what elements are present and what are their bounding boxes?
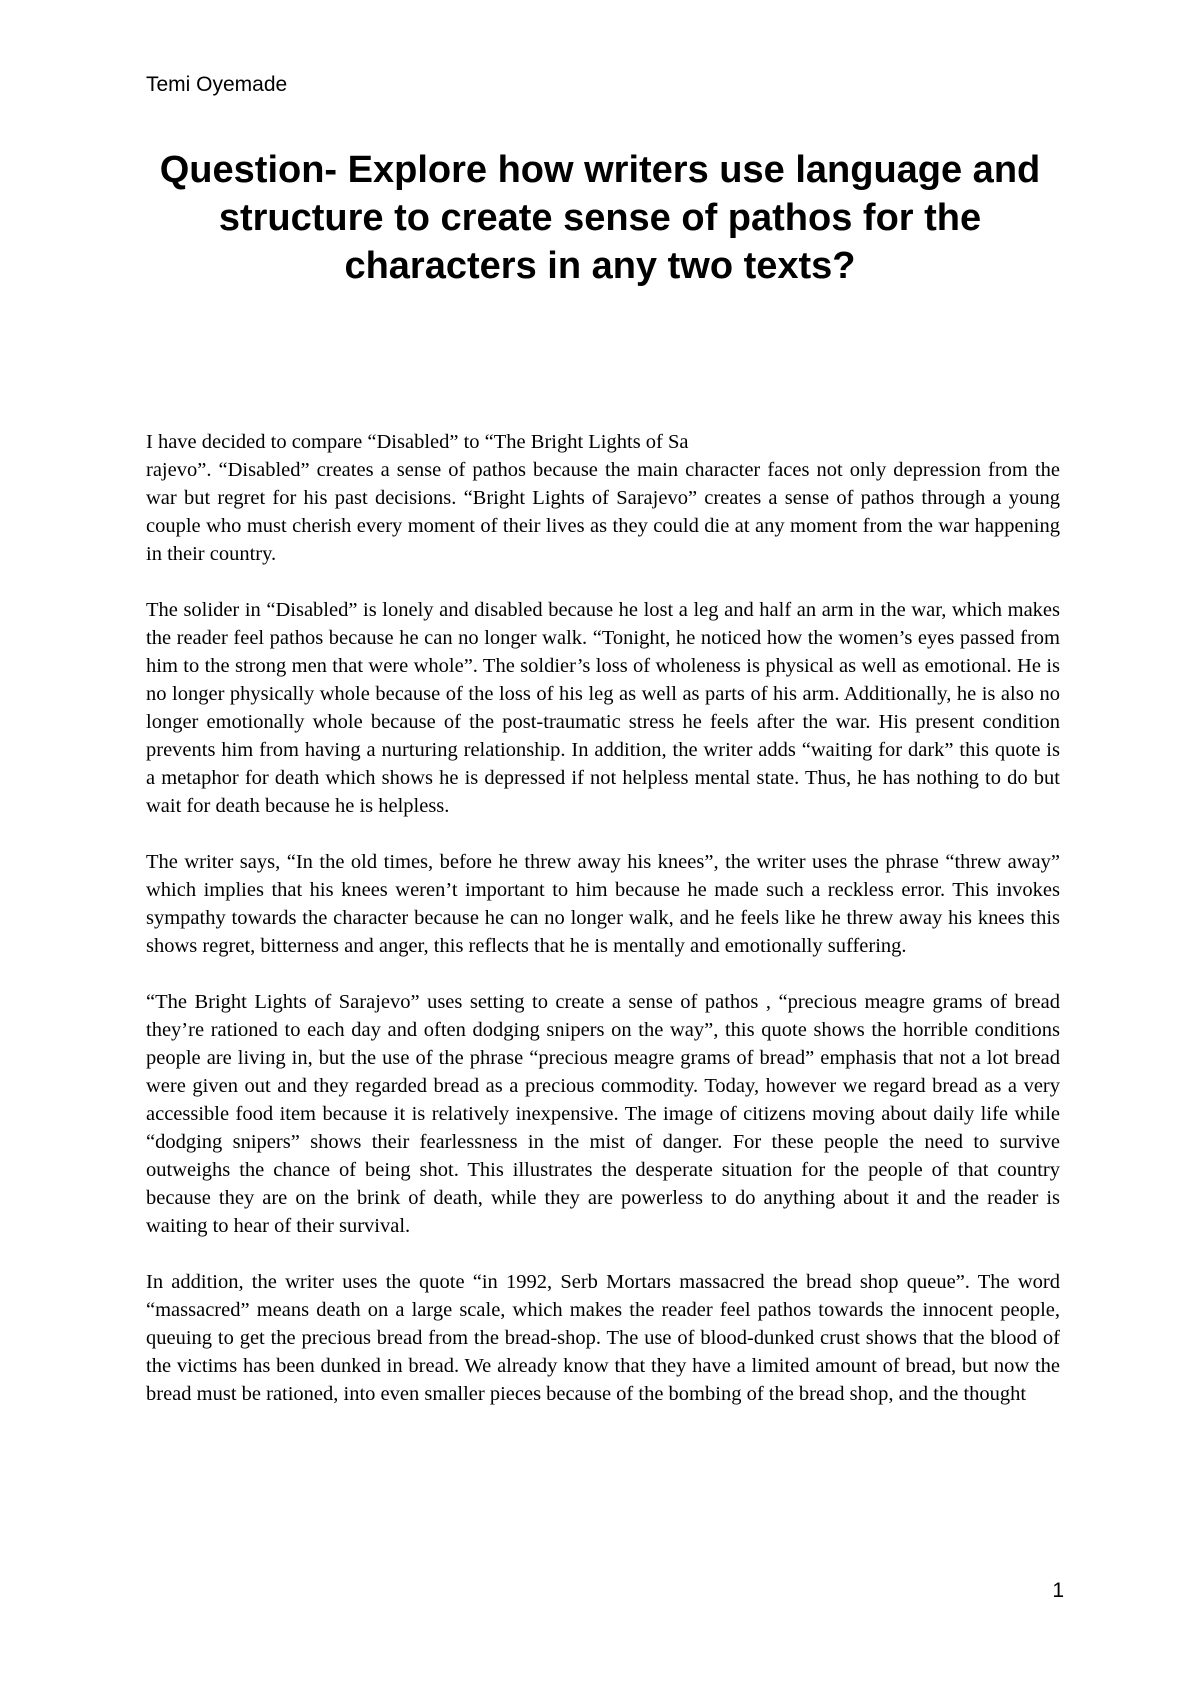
paragraph-threw-away-knees: The writer says, “In the old times, before he threw away his knees”, the writer uses the phrase “threw away” which implies that his knees weren’t important to him because he made such a reckless error. This invokes sympathy towards the character because he can no longer walk, and he feels like he threw away his knees this shows regret, bitterness and anger, this reflects that he is mentally and emotionally suffering.: [146, 851, 1060, 957]
paragraph-bread-shop-queue: In addition, the writer uses the quote “in 1992, Serb Mortars massacred the bread shop queue”. The word “massacred” means death on a large scale, which makes the reader feel pathos towards the innocent people, queuing to get the precious bread from the bread-shop. The use of blood-dunked crust shows that the blood of the victims has been dunked in bread. We already know that they have a limited amount of bread, but now the bread must be rationed, into even smaller pieces because of the bombing of the bread shop, and the thought: [146, 1271, 1060, 1405]
intro-paragraph: [146, 428, 1060, 568]
intro-remaining-text: rajevo”. “Disabled” creates a sense of pathos because the main character faces not only depression from the war but regret for his past decisions. “Bright Lights of Sarajevo” creates a sense of pathos through a young couple who must cherish every moment of their lives as they could die at any moment from the war happening in their country.: [146, 459, 1060, 565]
author-name: Temi Oyemade: [146, 73, 288, 96]
essay-question-title: Question- Explore how writers use language and structure to create sense of pathos for the characters in any two texts?: [159, 149, 1041, 287]
paragraph-disabled-soldier: The solider in “Disabled” is lonely and disabled because he lost a leg and half an arm in the war, which makes the reader feel pathos because he can no longer walk. “Tonight, he noticed how the women’s eyes passed from him to the strong men that were whole”. The soldier’s loss of wholeness is physical as well as emotional. He is no longer physically whole because of the loss of his leg as well as parts of his arm. Additionally, he is also no longer emotionally whole because of the post-traumatic stress he feels after the war. His present condition prevents him from having a nurturing relationship. In addition, the writer adds “waiting for dark” this quote is a metaphor for death which shows he is depressed if not helpless mental state. Thus, he has nothing to do but wait for death because he is helpless.: [146, 599, 1060, 817]
page-number: 1: [1052, 1579, 1064, 1602]
essay-body: [146, 428, 1060, 1436]
paragraph-bright-lights-setting: “The Bright Lights of Sarajevo” uses setting to create a sense of pathos , “precious meagre grams of bread they’re rationed to each day and often dodging snipers on the way”, this quote shows the horrible conditions people are living in, but the use of the phrase “precious meagre grams of bread” emphasis that not a lot bread were given out and they regarded bread as a precious commodity. Today, however we regard bread as a very accessible food item because it is relatively inexpensive. The image of citizens moving about daily life while “dodging snipers” shows their fearlessness in the mist of danger. For these people the need to survive outweighs the chance of being shot. This illustrates the desperate situation for the people of that country because they are on the brink of death, while they are powerless to do anything about it and the reader is waiting to hear of their survival.: [146, 991, 1060, 1237]
intro-first-line: I have decided to compare “Disabled” to “The Bright Lights of Sa: [146, 431, 689, 453]
